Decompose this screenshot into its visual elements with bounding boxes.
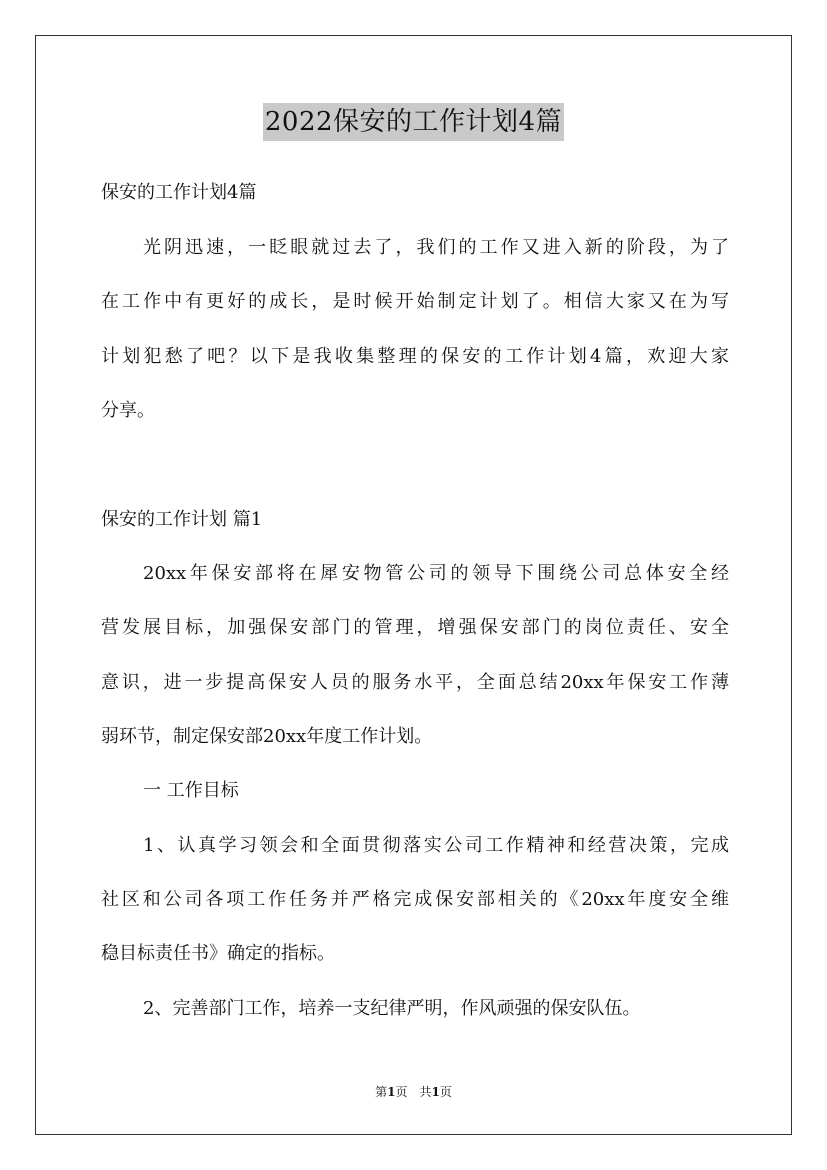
- goal-item1-line-3: 稳目标责任书》确定的指标。: [101, 943, 335, 964]
- section1-line-4: 弱环节，制定保安部20xx年度工作计划。: [101, 726, 433, 747]
- footer-mid: 页 共: [395, 1085, 432, 1099]
- footer-total-pages: 1: [431, 1085, 440, 1099]
- goal-item1-line-1: 1、认真学习领会和全面贯彻落实公司工作精神和经营决策，完成: [143, 835, 729, 856]
- intro-line-4: 分享。: [101, 400, 155, 421]
- goal-item1-line-2: 社区和公司各项工作任务并严格完成保安部相关的《20xx年度安全维: [101, 889, 729, 910]
- section1-line-1: 20xx年保安部将在犀安物管公司的领导下围绕公司总体安全经: [143, 563, 729, 584]
- footer-suffix: 页: [439, 1085, 452, 1099]
- footer-current-page: 1: [387, 1085, 396, 1099]
- section-heading: 保安的工作计划 篇1: [101, 509, 263, 530]
- section1-line-2: 营发展目标，加强保安部门的管理，增强保安部门的岗位责任、安全: [101, 617, 729, 638]
- subtitle: 保安的工作计划4篇: [101, 182, 257, 203]
- intro-line-1: 光阴迅速，一眨眼就过去了，我们的工作又进入新的阶段，为了: [143, 237, 729, 258]
- page-footer: [0, 1084, 827, 1100]
- section1-line-3: 意识，进一步提高保安人员的服务水平，全面总结20xx年保安工作薄: [101, 672, 729, 693]
- title-container: [0, 103, 827, 141]
- footer-prefix: 第: [375, 1085, 388, 1099]
- goal-item2: 2、完善部门工作，培养一支纪律严明，作风顽强的保安队伍。: [143, 998, 641, 1019]
- document-title: 2022保安的工作计划4篇: [263, 103, 564, 141]
- intro-line-2: 在工作中有更好的成长，是时候开始制定计划了。相信大家又在为写: [101, 291, 729, 312]
- intro-line-3: 计划犯愁了吧？以下是我收集整理的保安的工作计划4篇，欢迎大家: [101, 346, 729, 367]
- goal-heading: 一 工作目标: [143, 780, 239, 801]
